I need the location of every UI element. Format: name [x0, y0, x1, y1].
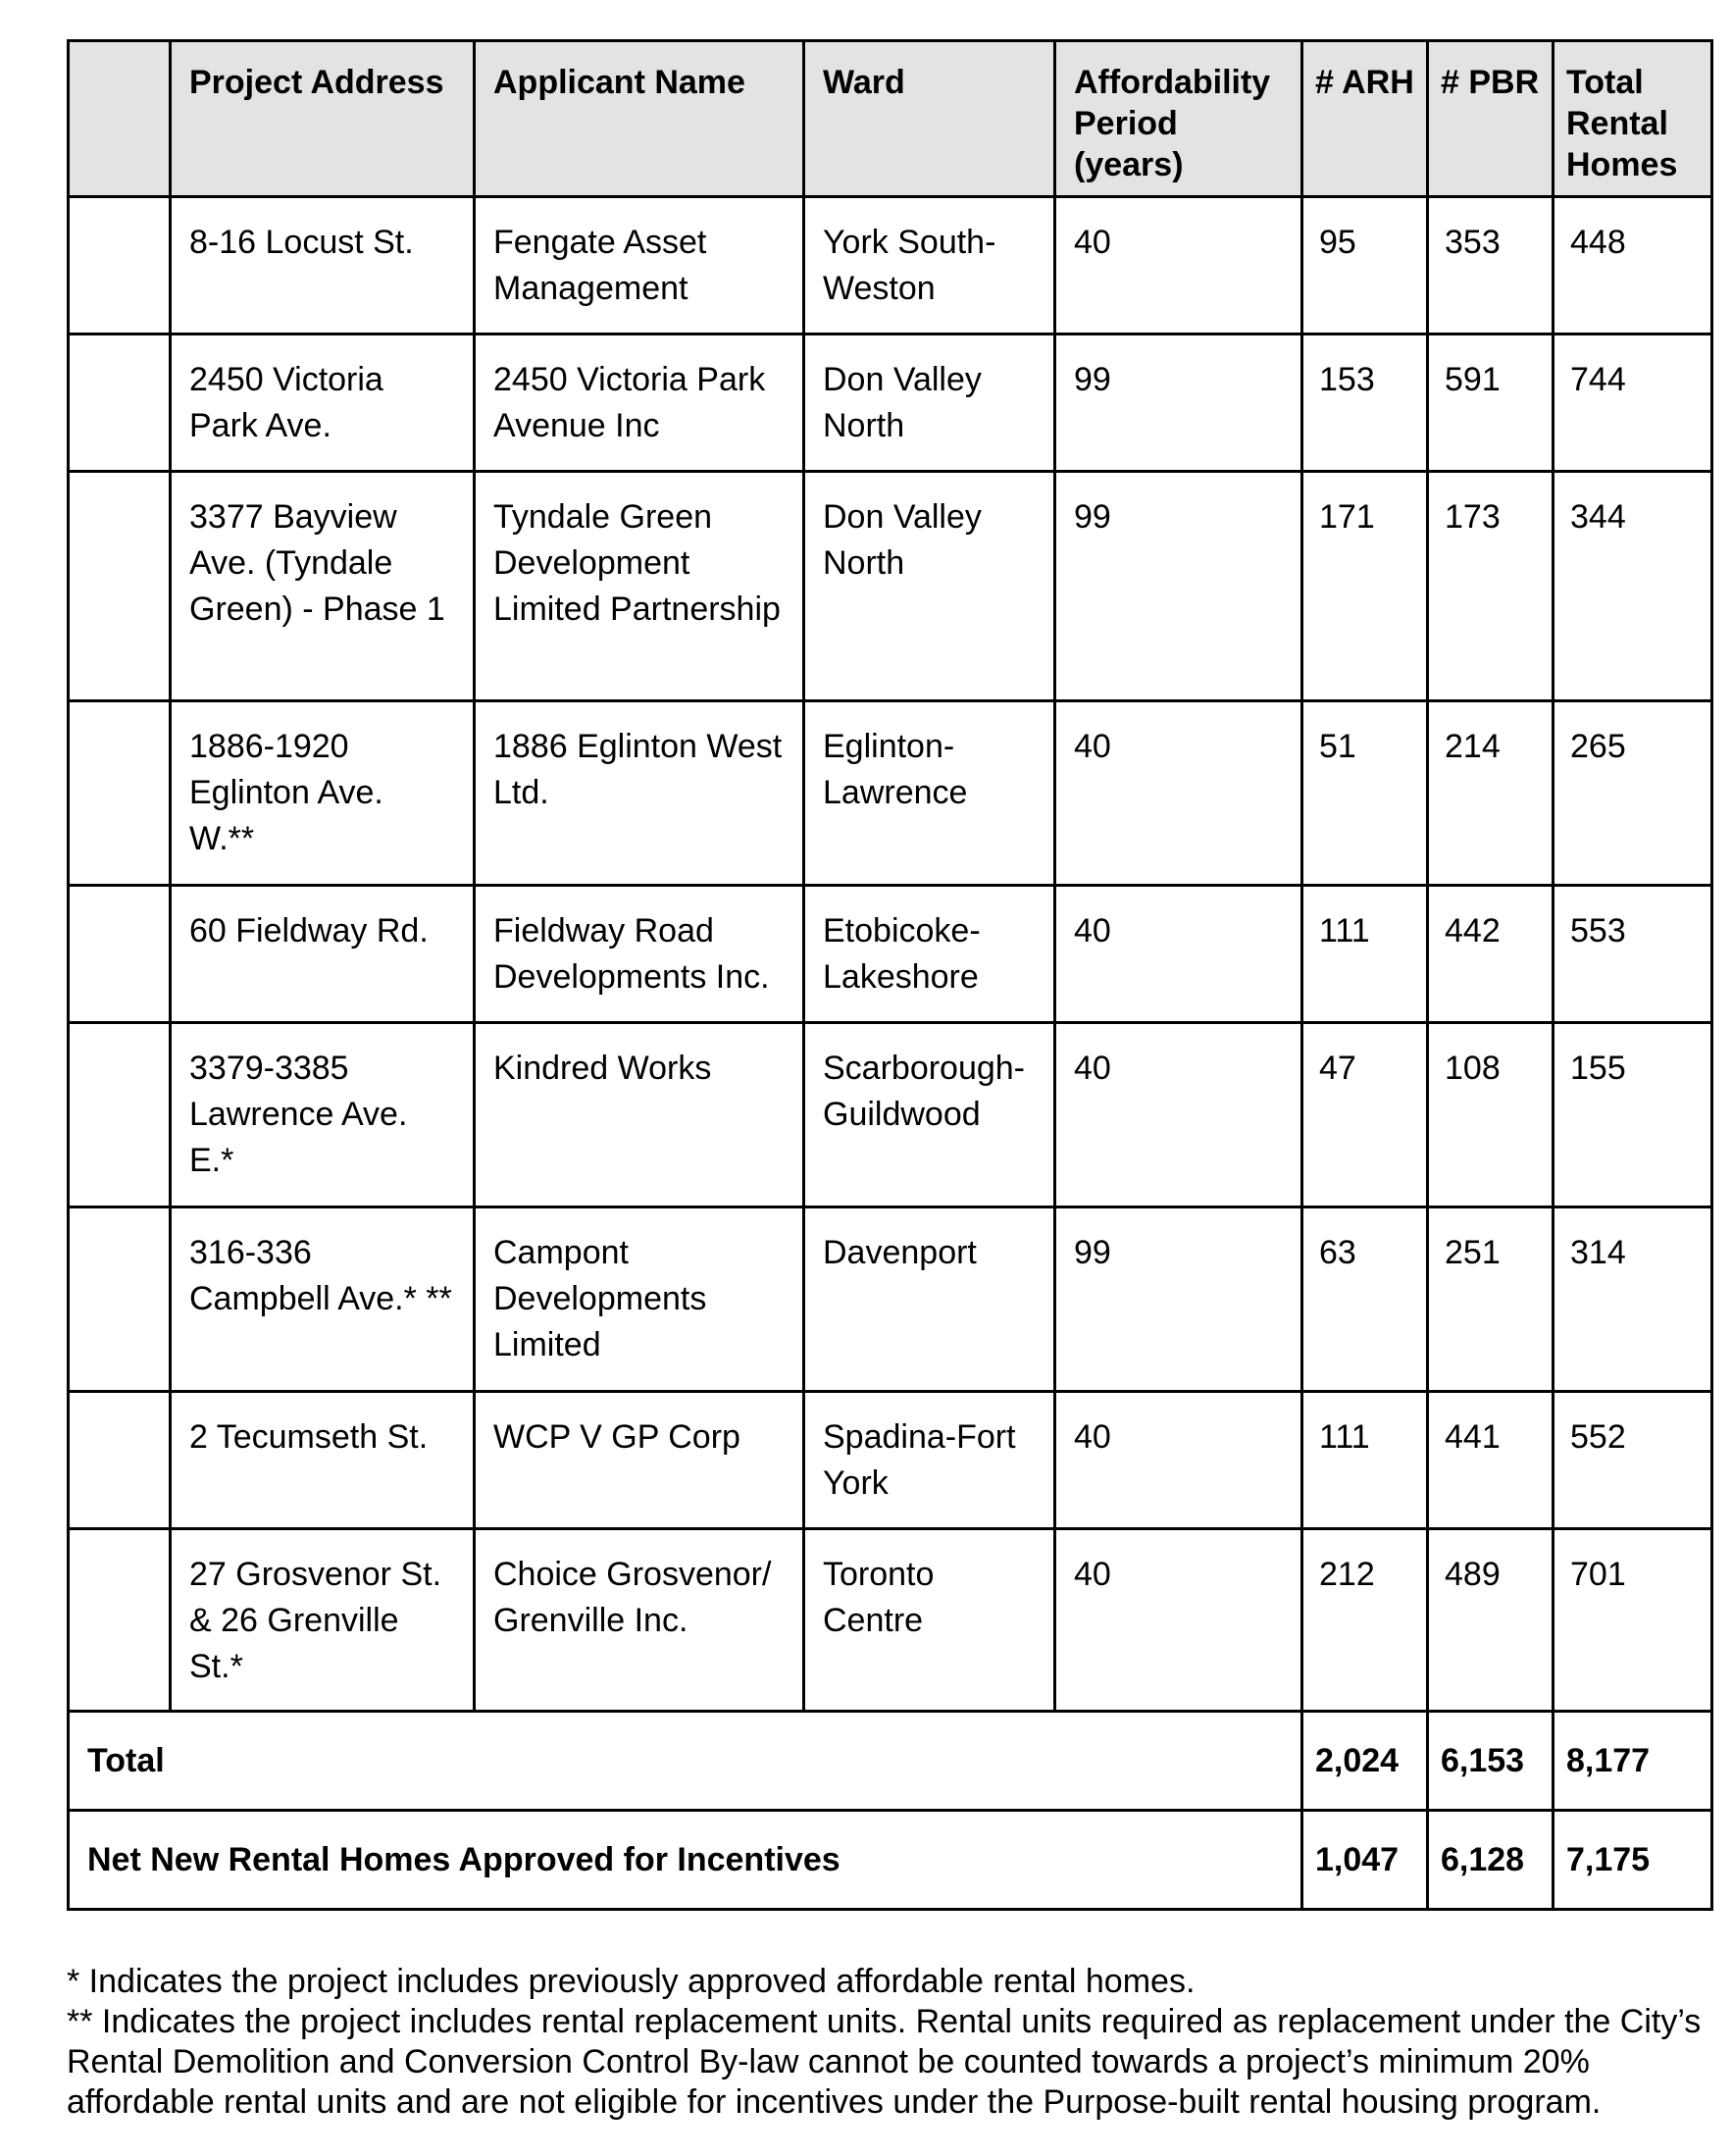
ward-cell: Spadina-Fort York — [804, 1392, 1055, 1529]
project-address-cell: 3377 Bayview Ave. (Tyndale Green) - Phase 1 — [171, 472, 475, 701]
ward-cell: Toronto Centre — [804, 1529, 1055, 1712]
pbr-cell: 591 — [1428, 334, 1554, 472]
total-rental-homes-cell: 552 — [1554, 1392, 1712, 1529]
table-row — [69, 886, 1712, 1023]
arh-cell: 111 — [1302, 886, 1428, 1023]
total-rental-homes-cell: 314 — [1554, 1207, 1712, 1392]
project-address-cell: 60 Fieldway Rd. — [171, 886, 475, 1023]
row-index-cell — [69, 1023, 171, 1207]
ward-cell: Scarborough-Guildwood — [804, 1023, 1055, 1207]
row-index-cell — [69, 886, 171, 1023]
total-rental-homes-cell: 448 — [1554, 197, 1712, 334]
table-row — [69, 1392, 1712, 1529]
applicant-name-cell: Choice Grosvenor/ Grenville Inc. — [475, 1529, 804, 1712]
footnotes — [67, 1962, 1714, 2123]
pbr-cell: 251 — [1428, 1207, 1554, 1392]
project-address-cell: 1886-1920 Eglinton Ave. W.** — [171, 701, 475, 886]
affordability-period-cell: 40 — [1055, 701, 1302, 886]
row-index-cell — [69, 1207, 171, 1392]
header-ward: Ward — [804, 41, 1055, 197]
applicant-name-cell: Kindred Works — [475, 1023, 804, 1207]
table-row — [69, 1023, 1712, 1207]
table-row — [69, 334, 1712, 472]
ward-cell: Davenport — [804, 1207, 1055, 1392]
total-rental-homes: 8,177 — [1554, 1712, 1712, 1811]
arh-cell: 212 — [1302, 1529, 1428, 1712]
table-row — [69, 197, 1712, 334]
projects-table — [67, 39, 1713, 1911]
applicant-name-cell: Tyndale Green Development Limited Partnership — [475, 472, 804, 701]
arh-cell: 63 — [1302, 1207, 1428, 1392]
total-rental-homes-cell: 553 — [1554, 886, 1712, 1023]
net-new-rental-homes: 7,175 — [1554, 1811, 1712, 1910]
pbr-cell: 442 — [1428, 886, 1554, 1023]
applicant-name-cell: Campont Developments Limited — [475, 1207, 804, 1392]
header-affordability-period: Affordability Period (years) — [1055, 41, 1302, 197]
row-index-cell — [69, 472, 171, 701]
arh-cell: 47 — [1302, 1023, 1428, 1207]
ward-cell: Don Valley North — [804, 334, 1055, 472]
table-row — [69, 1207, 1712, 1392]
applicant-name-cell: Fengate Asset Management — [475, 197, 804, 334]
row-index-cell — [69, 1392, 171, 1529]
arh-cell: 51 — [1302, 701, 1428, 886]
ward-cell: Eglinton-Lawrence — [804, 701, 1055, 886]
header-row — [69, 41, 1712, 197]
project-address-cell: 2450 Victoria Park Ave. — [171, 334, 475, 472]
total-rental-homes-cell: 344 — [1554, 472, 1712, 701]
pbr-cell: 489 — [1428, 1529, 1554, 1712]
affordability-period-cell: 40 — [1055, 1529, 1302, 1712]
pbr-cell: 108 — [1428, 1023, 1554, 1207]
total-arh: 2,024 — [1302, 1712, 1428, 1811]
table-row — [69, 1529, 1712, 1712]
pbr-cell: 441 — [1428, 1392, 1554, 1529]
affordability-period-cell: 40 — [1055, 197, 1302, 334]
affordability-period-cell: 99 — [1055, 1207, 1302, 1392]
arh-cell: 171 — [1302, 472, 1428, 701]
project-address-cell: 3379-3385 Lawrence Ave. E.* — [171, 1023, 475, 1207]
row-index-cell — [69, 197, 171, 334]
header-arh: # ARH — [1302, 41, 1428, 197]
applicant-name-cell: 2450 Victoria Park Avenue Inc — [475, 334, 804, 472]
project-address-cell: 27 Grosvenor St. & 26 Grenville St.* — [171, 1529, 475, 1712]
arh-cell: 111 — [1302, 1392, 1428, 1529]
affordability-period-cell: 40 — [1055, 1392, 1302, 1529]
header-blank — [69, 41, 171, 197]
total-label: Total — [69, 1712, 1302, 1811]
row-index-cell — [69, 1529, 171, 1712]
affordability-period-cell: 99 — [1055, 472, 1302, 701]
row-index-cell — [69, 701, 171, 886]
net-new-row — [69, 1811, 1712, 1910]
row-index-cell — [69, 334, 171, 472]
arh-cell: 153 — [1302, 334, 1428, 472]
affordability-period-cell: 40 — [1055, 1023, 1302, 1207]
total-pbr: 6,153 — [1428, 1712, 1554, 1811]
header-total-rental-homes: Total Rental Homes — [1554, 41, 1712, 197]
affordability-period-cell: 40 — [1055, 886, 1302, 1023]
ward-cell: York South-Weston — [804, 197, 1055, 334]
pbr-cell: 214 — [1428, 701, 1554, 886]
project-address-cell: 316-336 Campbell Ave.* ** — [171, 1207, 475, 1392]
affordability-period-cell: 99 — [1055, 334, 1302, 472]
footnote-single-asterisk: * Indicates the project includes previously approved affordable rental homes. — [67, 1963, 1196, 2000]
footnote-double-asterisk: ** Indicates the project includes rental replacement units. Rental units required as replacement under the City’s Rental Demolition and Conversion Control By-law cannot be counted towards a project’s minimum 20% affordable rental units and are not eligible for incentives under the Purpose-built rental housing program. — [67, 2003, 1702, 2121]
net-new-arh: 1,047 — [1302, 1811, 1428, 1910]
table-row — [69, 472, 1712, 701]
project-address-cell: 2 Tecumseth St. — [171, 1392, 475, 1529]
header-pbr: # PBR — [1428, 41, 1554, 197]
total-rental-homes-cell: 155 — [1554, 1023, 1712, 1207]
ward-cell: Etobicoke-Lakeshore — [804, 886, 1055, 1023]
applicant-name-cell: WCP V GP Corp — [475, 1392, 804, 1529]
table-row — [69, 701, 1712, 886]
header-project-address: Project Address — [171, 41, 475, 197]
total-rental-homes-cell: 744 — [1554, 334, 1712, 472]
pbr-cell: 353 — [1428, 197, 1554, 334]
arh-cell: 95 — [1302, 197, 1428, 334]
net-new-pbr: 6,128 — [1428, 1811, 1554, 1910]
project-address-cell: 8-16 Locust St. — [171, 197, 475, 334]
applicant-name-cell: 1886 Eglinton West Ltd. — [475, 701, 804, 886]
pbr-cell: 173 — [1428, 472, 1554, 701]
header-applicant-name: Applicant Name — [475, 41, 804, 197]
total-rental-homes-cell: 701 — [1554, 1529, 1712, 1712]
ward-cell: Don Valley North — [804, 472, 1055, 701]
net-new-label: Net New Rental Homes Approved for Incentives — [69, 1811, 1302, 1910]
total-row — [69, 1712, 1712, 1811]
applicant-name-cell: Fieldway Road Developments Inc. — [475, 886, 804, 1023]
total-rental-homes-cell: 265 — [1554, 701, 1712, 886]
